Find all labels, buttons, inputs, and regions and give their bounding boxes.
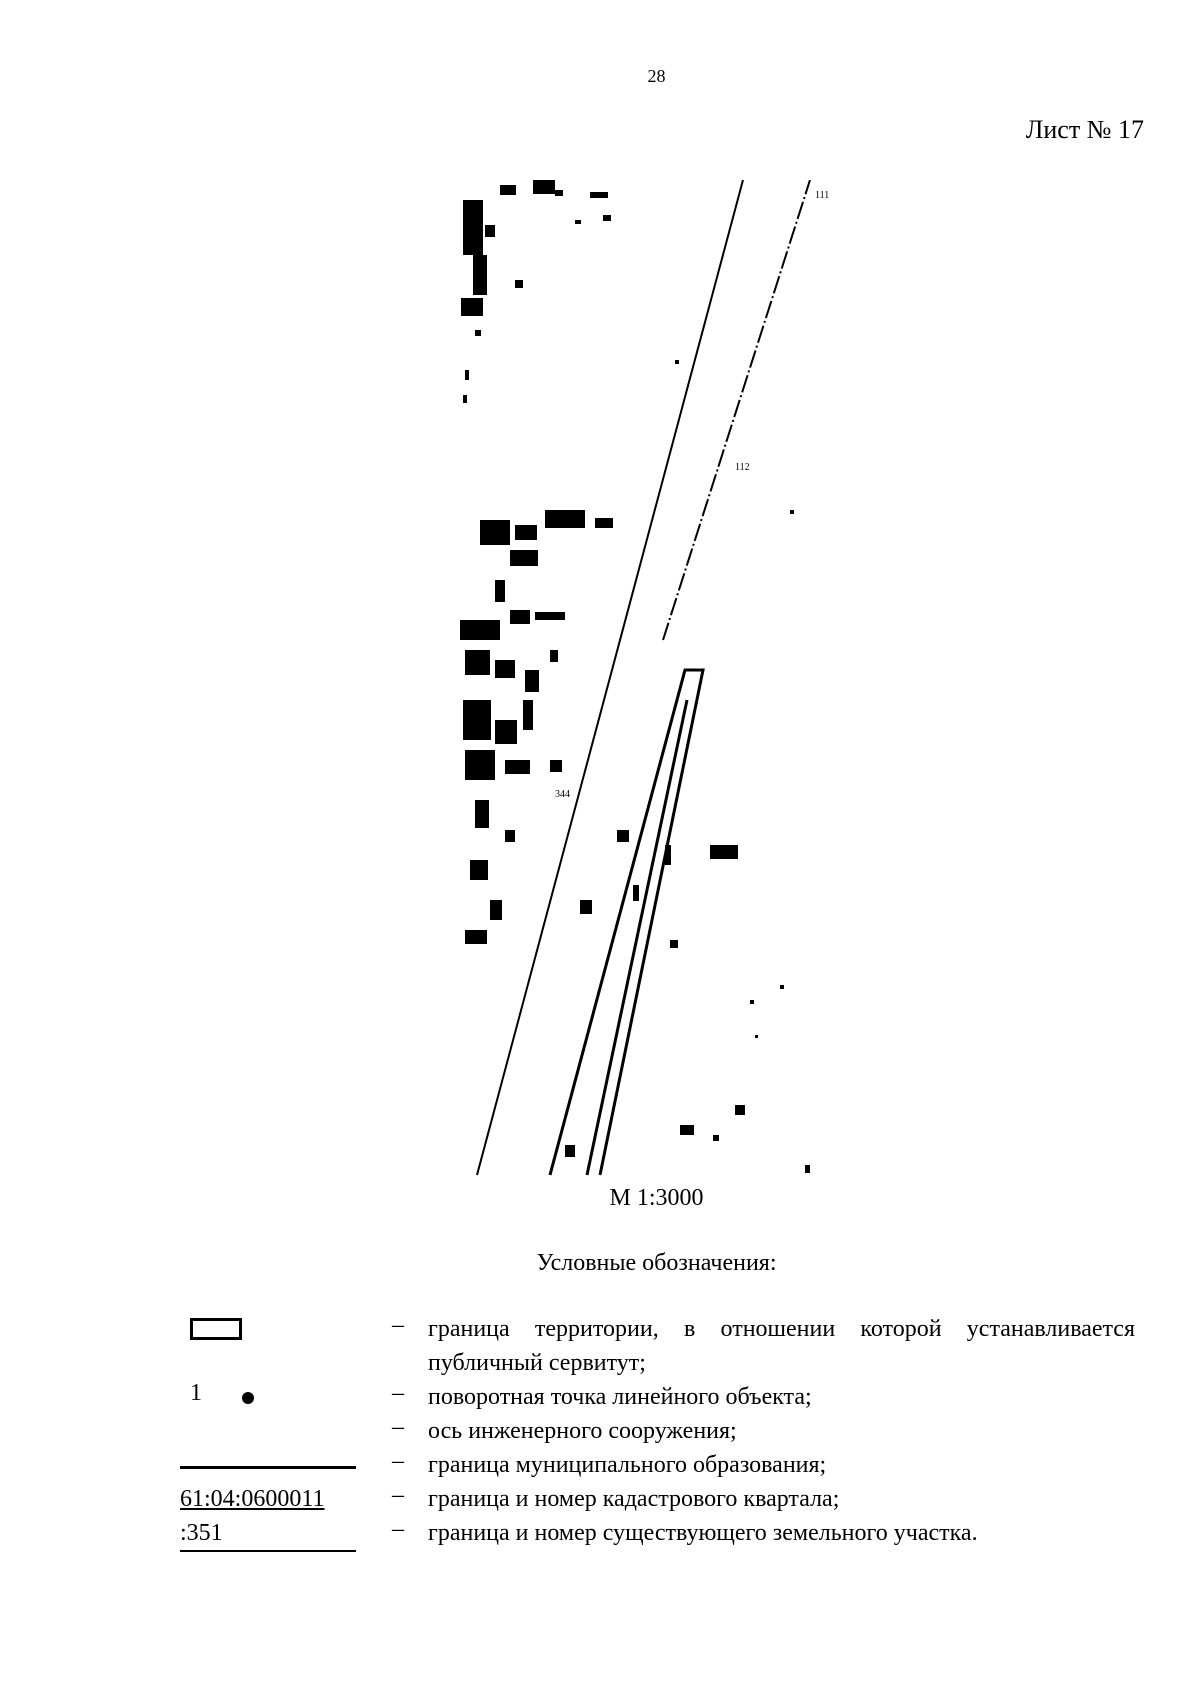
boundary-line-right: [663, 180, 810, 640]
cadastral-quarter-sample: 61:04:0600011: [180, 1486, 325, 1512]
legend-text-parcel: граница и номер существующего земельного участка.: [428, 1520, 978, 1546]
legend-text-cadastral: граница и номер кадастрового квартала;: [428, 1486, 840, 1512]
point-number-labels: [555, 190, 829, 800]
municipal-boundary-line-icon: [180, 1466, 356, 1469]
boundary-line-left: [477, 180, 743, 1175]
sheet-label: Лист № 17: [1025, 115, 1144, 144]
legend-dash: –: [392, 1312, 404, 1338]
legend: [180, 1312, 1135, 1552]
legend-title: Условные обозначения:: [536, 1250, 777, 1276]
legend-row-servitude: [180, 1312, 1135, 1380]
legend-dash: –: [392, 1516, 404, 1542]
parcel-number-sample: :351: [180, 1516, 356, 1552]
legend-text-turning-point: поворотная точка линейного объекта;: [428, 1384, 812, 1410]
legend-text-municipal: граница муниципального образования;: [428, 1452, 827, 1478]
legend-row-parcel: [180, 1516, 1135, 1552]
page-number: 28: [647, 66, 666, 86]
servitude-boundary-polyline: [550, 670, 703, 1175]
legend-row-axis: [180, 1414, 1135, 1448]
point-label-112: 112: [735, 462, 750, 473]
legend-text-axis: ось инженерного сооружения;: [428, 1418, 737, 1444]
legend-text-servitude: граница территории, в отношении которой устанавливается публичный сервитут;: [428, 1316, 1135, 1376]
legend-dash: –: [392, 1448, 404, 1474]
legend-row-municipal: [180, 1448, 1135, 1482]
vegetation-noise-middle: [460, 510, 613, 944]
legend-row-turning-point: [180, 1380, 1135, 1414]
engineering-structure-axis: [587, 700, 687, 1175]
legend-dash: –: [392, 1380, 404, 1406]
legend-dash: –: [392, 1414, 404, 1440]
servitude-territory-boundary: [550, 670, 703, 1175]
turning-point-icon: [242, 1392, 254, 1404]
point-label-111: 111: [815, 190, 830, 201]
map-drawing: [455, 180, 850, 1180]
legend-row-cadastral: [180, 1482, 1135, 1516]
legend-dash: –: [392, 1482, 404, 1508]
point-label-344: 344: [555, 789, 570, 800]
point-number-sample: 1: [190, 1380, 202, 1406]
rectangle-boundary-icon: [190, 1318, 242, 1340]
map-area: [455, 180, 850, 1180]
vegetation-noise-top: [461, 180, 611, 403]
vegetation-noise-lower-right: [565, 360, 810, 1173]
map-scale: М 1:3000: [609, 1185, 704, 1211]
